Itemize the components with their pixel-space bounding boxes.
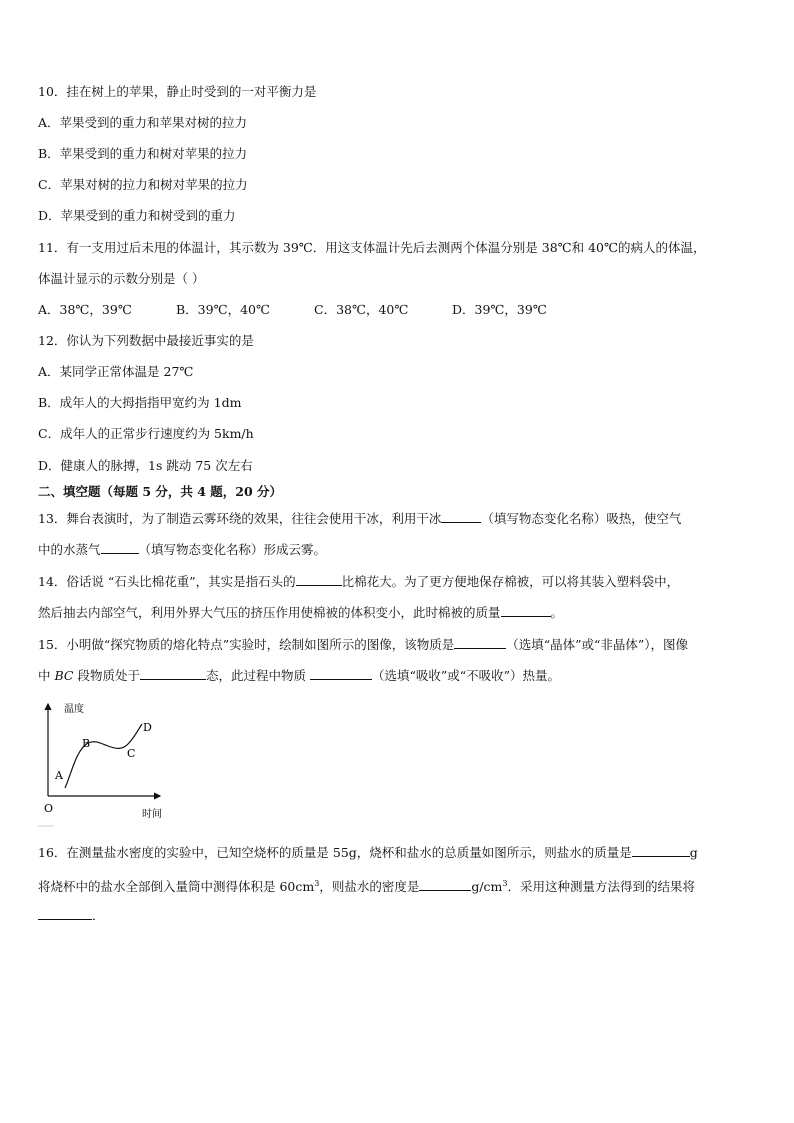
q14-text-c: 然后抽去内部空气，利用外界大气压的挤压作用使棉被的体积变小，此时棉被的质量 [38,605,501,620]
section-heading: 二、填空题（每题 5 分，共 4 题，20 分） [38,484,283,499]
q12-option-c: C．成年人的正常步行速度约为 5km/h [38,426,254,441]
q15-line1 [38,636,688,653]
point-b-label: B [82,737,91,750]
q16-text-d: ，则盐水的密度是 [319,879,420,895]
q10-option-a: A．苹果受到的重力和苹果对树的拉力 [38,115,248,130]
q12-option-b: B．成年人的大拇指指甲宽约为 1dm [38,395,242,410]
point-a-label: A [55,769,63,782]
q16-sup-1: 3 [314,879,320,888]
q16-blank-2[interactable] [419,878,471,891]
q14-blank-1[interactable] [296,573,342,586]
q13-text-c: 中的水蒸气 [38,542,101,557]
q11-option-d: D．39℃，39℃ [452,302,547,317]
q15-blank-3[interactable] [310,667,372,680]
q16-line3 [38,907,105,924]
q15-bc-label: BC [54,668,74,683]
q14-blank-2[interactable] [501,604,551,617]
q16-sup-2: 3 [502,879,508,888]
q14-text-a: 14．俗话说 “石头比棉花重”，其实是指石头的 [38,574,296,589]
q14-text-b: 比棉花大。为了更方便地保存棉被，可以将其装入塑料袋中， [341,574,680,589]
q16-text-c: 将烧杯中的盐水全部倒入量筒中测得体积是 60cm [38,879,315,895]
q11-option-b: B．39℃，40℃ [176,302,270,317]
q13-line2 [38,541,326,558]
q16-text-g: ． [92,908,105,923]
q15-text-a: 15．小明做“探究物质的熔化特点”实验时，绘制如图所示的图像，该物质是 [38,637,455,652]
q11-option-a: A．38℃，39℃ [38,302,132,317]
q10-option-c: C．苹果对树的拉力和树对苹果的拉力 [38,177,248,192]
q11-options [38,302,547,318]
q16-text-e: g/cm [471,879,503,895]
q12-option-a: A．某同学正常体温是 27℃ [38,364,194,379]
q11-stem-line2: 体温计显示的示数分别是（ ） [38,271,205,286]
q10-stem: 10．挂在树上的苹果，静止时受到的一对平衡力是 [38,84,317,99]
point-c-label: C [127,747,136,760]
q15-text-e: 态，此过程中物质 [205,668,310,683]
point-d-label: D [143,721,152,734]
q15-text-b: （选填“晶体”或“非晶体”），图像 [506,637,689,652]
q13-line1 [38,510,681,527]
q16-text-b: g [689,845,698,860]
q16-blank-3[interactable] [38,907,92,920]
q15-text-d: 段物质处于 [73,668,140,683]
q14-line1 [38,573,679,590]
q13-text-a: 13．舞台表演时，为了制造云雾环绕的效果，往往会使用干冰，利用干冰 [38,511,442,526]
q16-text-f: ．采用这种测量方法得到的结果将 [507,879,696,895]
q16-line1 [38,844,698,861]
y-axis-label: 温度 [64,704,84,715]
q15-blank-1[interactable] [454,636,506,649]
q13-text-d: （填写物态变化名称）形成云雾。 [138,542,327,557]
q10-option-b: B．苹果受到的重力和树对苹果的拉力 [38,146,248,161]
q15-text-c: 中 [38,668,55,683]
x-axis-label: 时间 [142,809,162,820]
q12-stem: 12．你认为下列数据中最接近事实的是 [38,333,254,348]
q14-text-d: 。 [550,605,564,620]
q16-blank-1[interactable] [632,844,690,857]
q11-stem-line1: 11．有一支用过后未甩的体温计，其示数为 39℃．用这支体温计先后去测两个体温分别是 38℃和 40℃的病人的体温， [38,240,706,255]
q13-blank-1[interactable] [441,510,481,523]
q15-line2 [38,667,560,684]
melting-graph-figure [30,700,170,830]
q15-blank-2[interactable] [140,667,206,680]
q13-blank-2[interactable] [101,541,139,554]
q11-option-c: C．38℃，40℃ [314,302,409,317]
q16-text-a: 16．在测量盐水密度的实验中，已知空烧杯的质量是 55g，烧杯和盐水的总质量如图所示，则盐水的质量是 [38,845,632,860]
origin-label: O [44,802,54,815]
q12-option-d: D．健康人的脉搏，1s 跳动 75 次左右 [38,458,253,473]
q13-text-b: （填写物态变化名称）吸热，使空气 [481,511,682,526]
q14-line2 [38,604,563,621]
q10-option-d: D．苹果受到的重力和树受到的重力 [38,208,236,223]
q16-line2 [38,876,695,895]
q15-text-f: （选填“吸收”或“不吸收”）热量。 [371,668,560,683]
